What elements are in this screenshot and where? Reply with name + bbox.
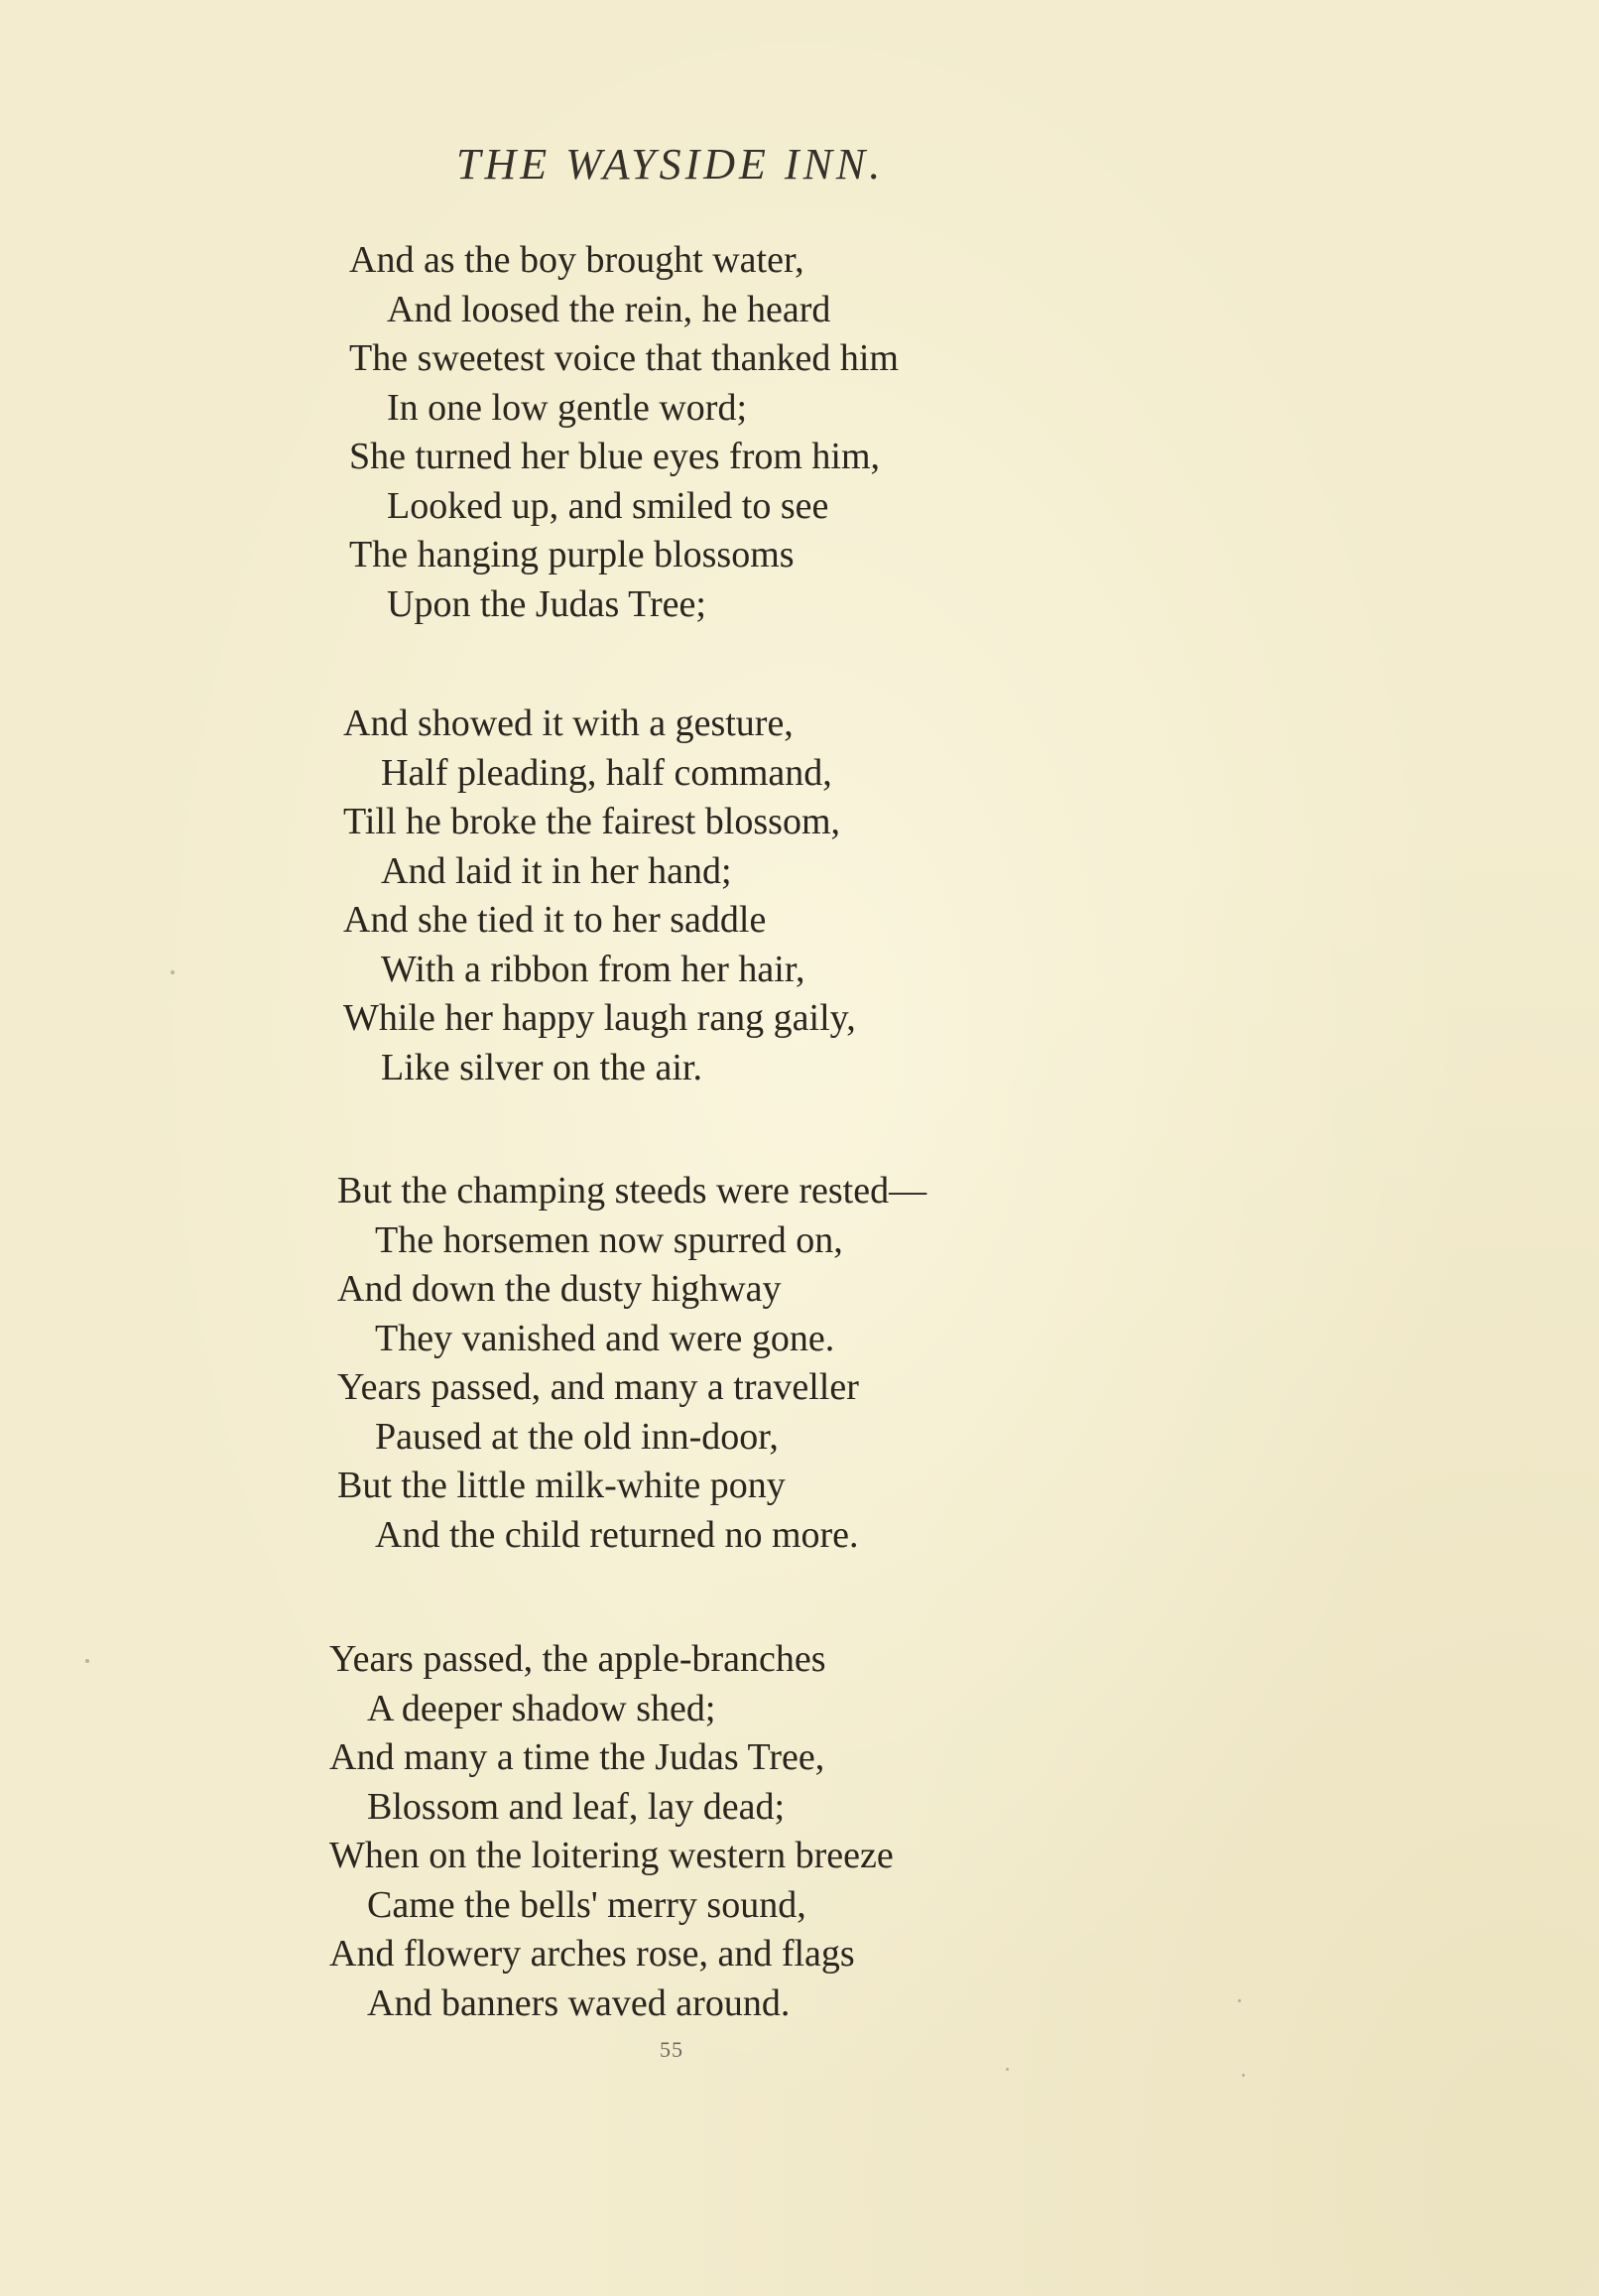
verse-line: And flowery arches rose, and flags xyxy=(329,1933,855,1975)
verse-line: Came the bells' merry sound, xyxy=(367,1883,806,1926)
verse-line: Looked up, and smiled to see xyxy=(387,484,829,527)
verse-line: And loosed the rein, he heard xyxy=(387,288,831,330)
verse-line: But the champing steeds were rested— xyxy=(337,1170,927,1212)
verse-line: Years passed, the apple-branches xyxy=(329,1638,826,1680)
verse-line: With a ribbon from her hair, xyxy=(381,948,805,990)
verse-line: The horsemen now spurred on, xyxy=(375,1218,843,1261)
verse-line: And banners waved around. xyxy=(367,1981,791,2024)
paper-speck xyxy=(1006,2068,1009,2071)
paper-speck xyxy=(85,1659,89,1663)
verse-line: Paused at the old inn-door, xyxy=(375,1415,779,1458)
verse-line: Half pleading, half command, xyxy=(381,751,832,794)
stanza-4 xyxy=(329,1635,1083,2028)
paper-speck xyxy=(1242,2074,1245,2077)
verse-line: Like silver on the air. xyxy=(381,1046,702,1088)
verse-line: They vanished and were gone. xyxy=(375,1317,835,1359)
verse-line: And the child returned no more. xyxy=(375,1513,859,1556)
verse-line: And down the dusty highway xyxy=(337,1268,782,1310)
paper-speck xyxy=(1238,1999,1241,2002)
verse-line: She turned her blue eyes from him, xyxy=(349,436,881,477)
verse-line: Blossom and leaf, lay dead; xyxy=(367,1785,786,1828)
stanza-3 xyxy=(337,1167,1091,1560)
verse-line: Years passed, and many a traveller xyxy=(337,1366,859,1408)
verse-line: And many a time the Judas Tree, xyxy=(329,1736,825,1778)
stanza-2 xyxy=(343,700,1097,1092)
running-head: THE WAYSIDE INN. xyxy=(456,140,885,189)
verse-line: And as the boy brought water, xyxy=(349,239,804,281)
verse-line: The hanging purple blossoms xyxy=(349,534,795,575)
verse-line: A deeper shadow shed; xyxy=(367,1687,716,1729)
verse-line: And laid it in her hand; xyxy=(381,849,732,892)
verse-line: Upon the Judas Tree; xyxy=(387,582,706,625)
page-number: 55 xyxy=(660,2037,683,2062)
verse-line: Till he broke the fairest blossom, xyxy=(343,801,840,842)
verse-line: And she tied it to her saddle xyxy=(343,899,767,941)
verse-line: And showed it with a gesture, xyxy=(343,702,794,744)
verse-line: But the little milk-white pony xyxy=(337,1465,786,1506)
verse-line: When on the loitering western breeze xyxy=(329,1835,894,1876)
paper-speck xyxy=(171,970,175,974)
verse-line: While her happy laugh rang gaily, xyxy=(343,997,856,1039)
stanza-1 xyxy=(349,236,1103,629)
verse-line: The sweetest voice that thanked him xyxy=(349,337,899,379)
verse-line: In one low gentle word; xyxy=(387,386,748,429)
